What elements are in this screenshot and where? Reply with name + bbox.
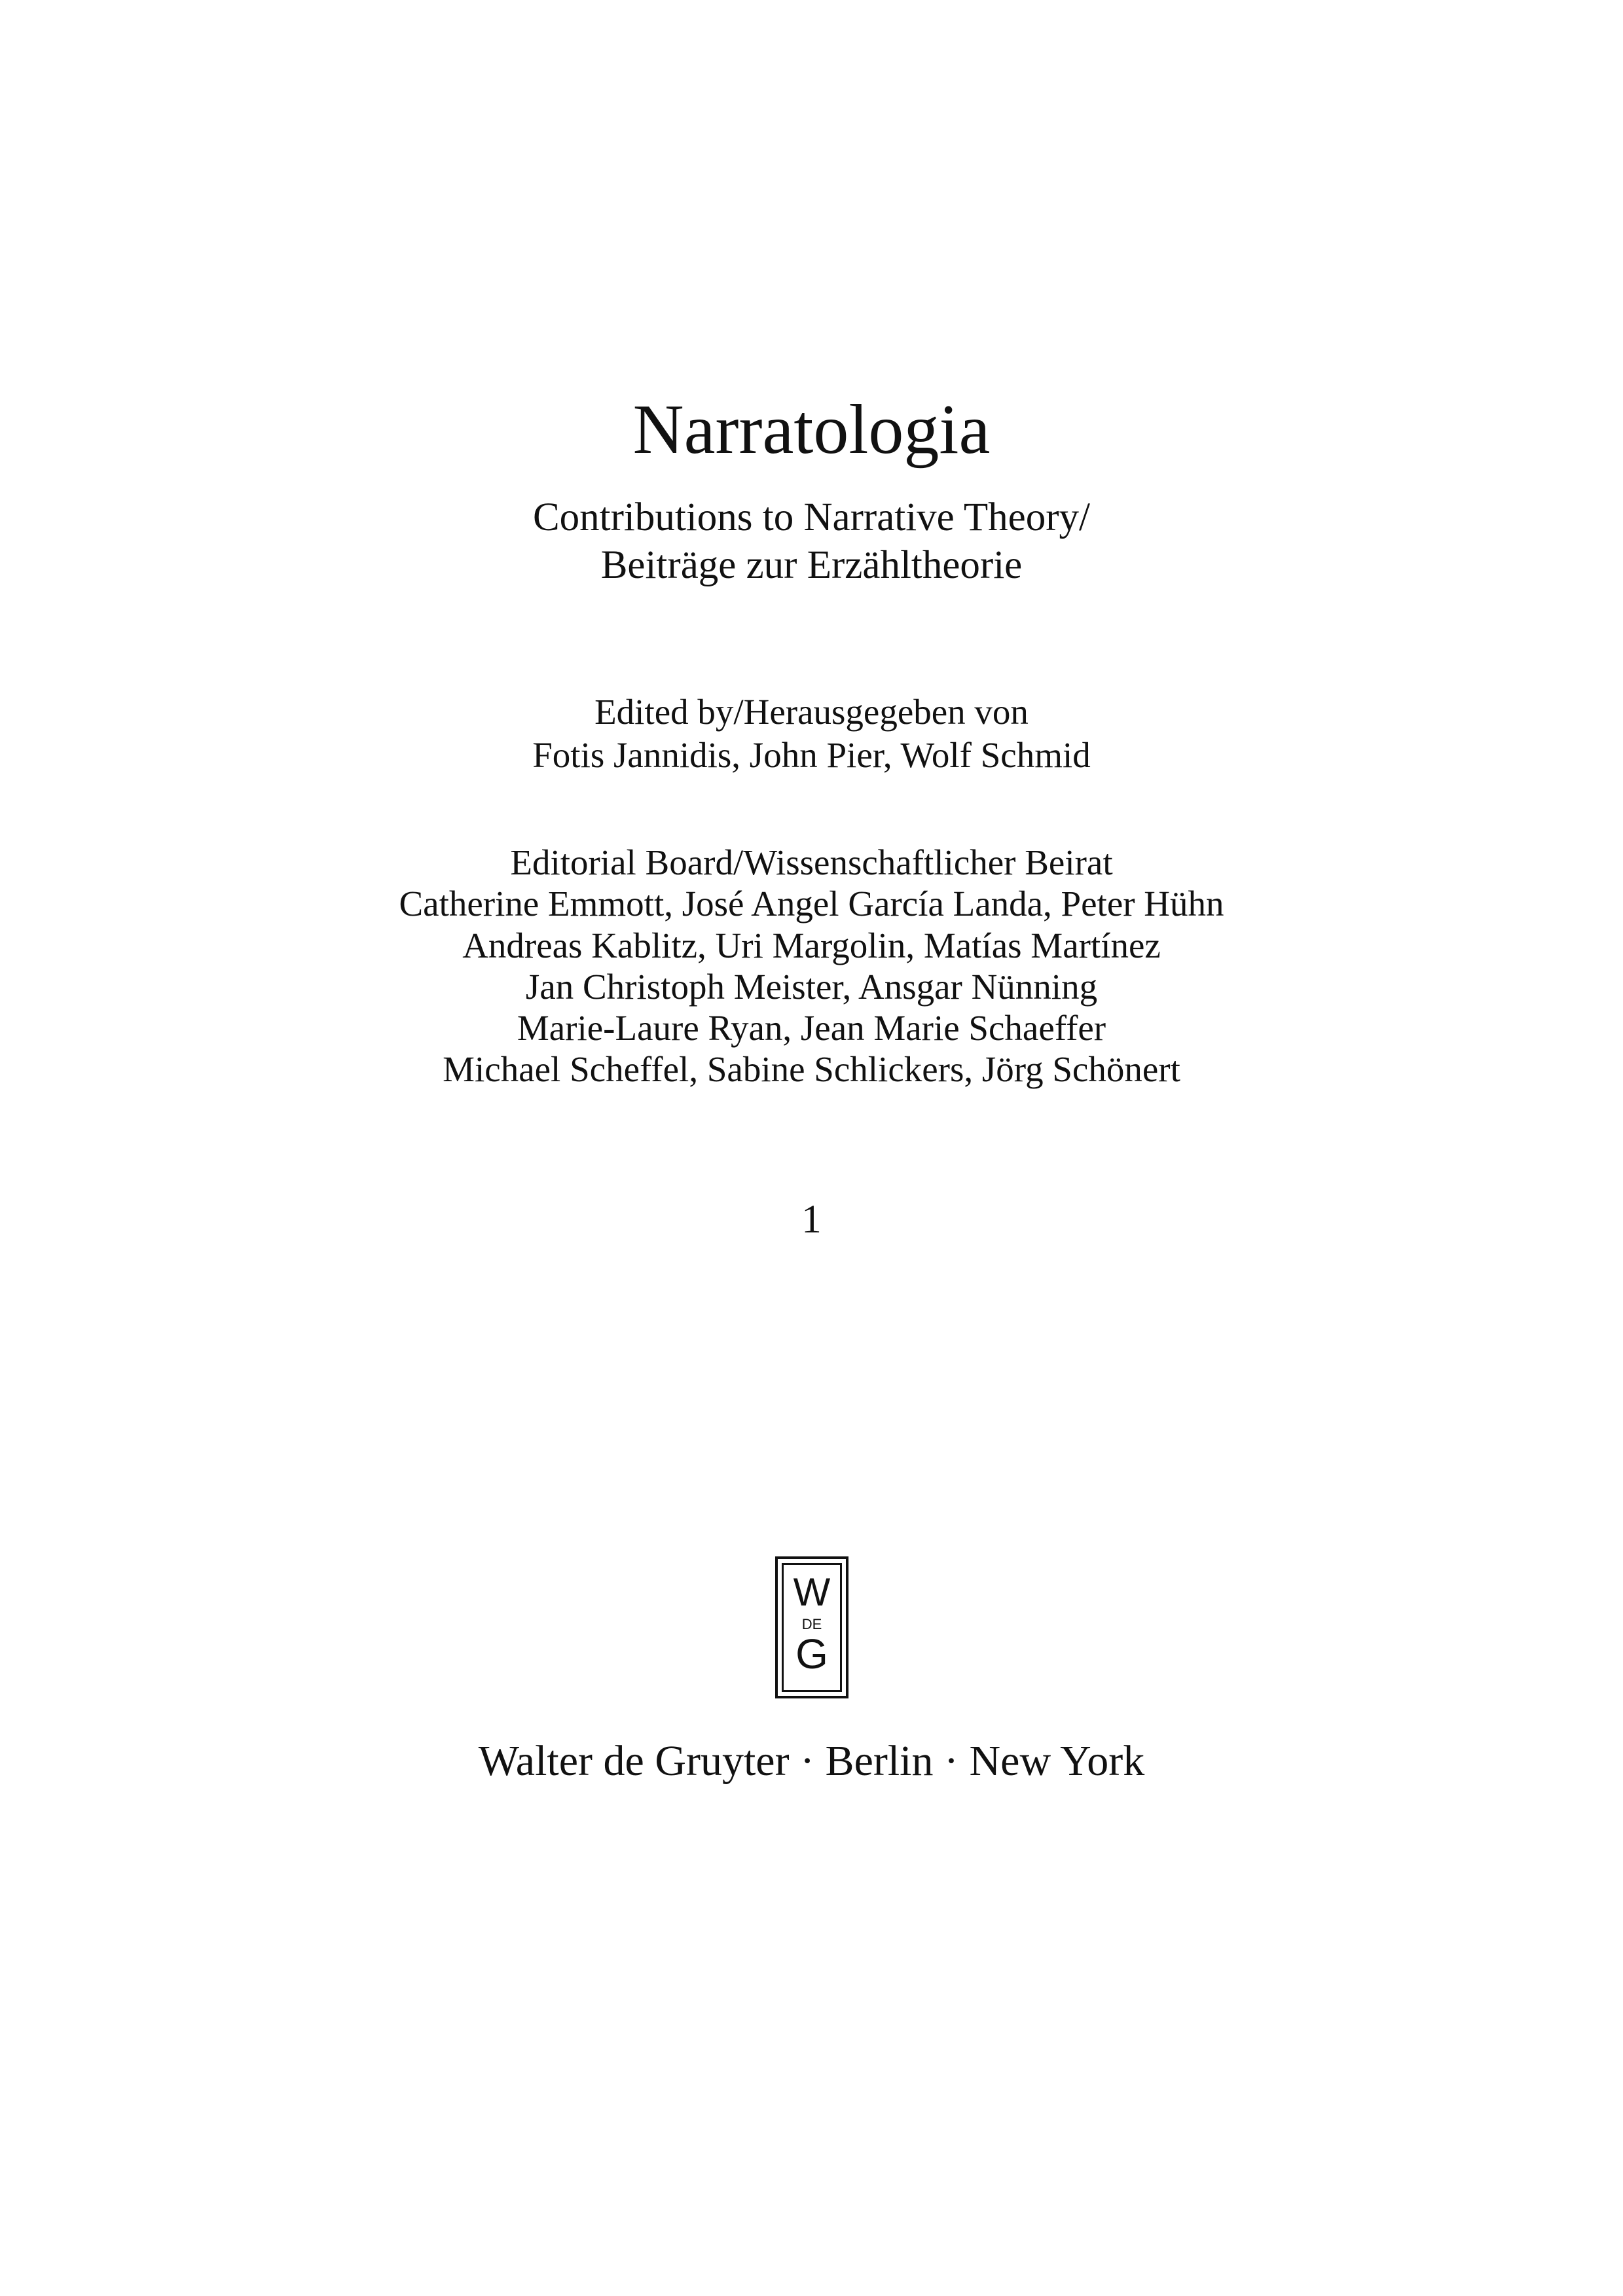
volume-number: 1: [801, 1198, 822, 1242]
editorial-board-line: Catherine Emmott, José Angel García Landa, Peter Hühn: [399, 884, 1224, 924]
publisher-logo: [775, 1556, 848, 1698]
publisher-logo-de: DE: [801, 1616, 822, 1632]
publisher-line: Walter de Gruyter · Berlin · New York: [478, 1737, 1145, 1785]
editorial-board-line: Andreas Kablitz, Uri Margolin, Matías Martínez: [462, 925, 1161, 965]
subtitle-line-1: Contributions to Narrative Theory/: [532, 495, 1091, 539]
publisher-logo-w: W: [793, 1570, 831, 1614]
editors-heading: Edited by/Herausgegeben von: [594, 692, 1029, 732]
editorial-board-line: Michael Scheffel, Sabine Schlickers, Jörg Schönert: [443, 1049, 1180, 1089]
subtitle-line-2: Beiträge zur Erzähltheorie: [600, 543, 1023, 587]
publisher-logo-g: G: [795, 1630, 828, 1677]
editorial-board-line: Jan Christoph Meister, Ansgar Nünning: [525, 967, 1098, 1007]
series-title: Narratologia: [632, 391, 991, 469]
editorial-board-heading: Editorial Board/Wissenschaftlicher Beirat: [510, 842, 1113, 882]
editors-names: Fotis Jannidis, John Pier, Wolf Schmid: [532, 735, 1091, 775]
publisher-logo-frame: [782, 1563, 842, 1692]
editorial-board-line: Marie-Laure Ryan, Jean Marie Schaeffer: [517, 1008, 1106, 1048]
